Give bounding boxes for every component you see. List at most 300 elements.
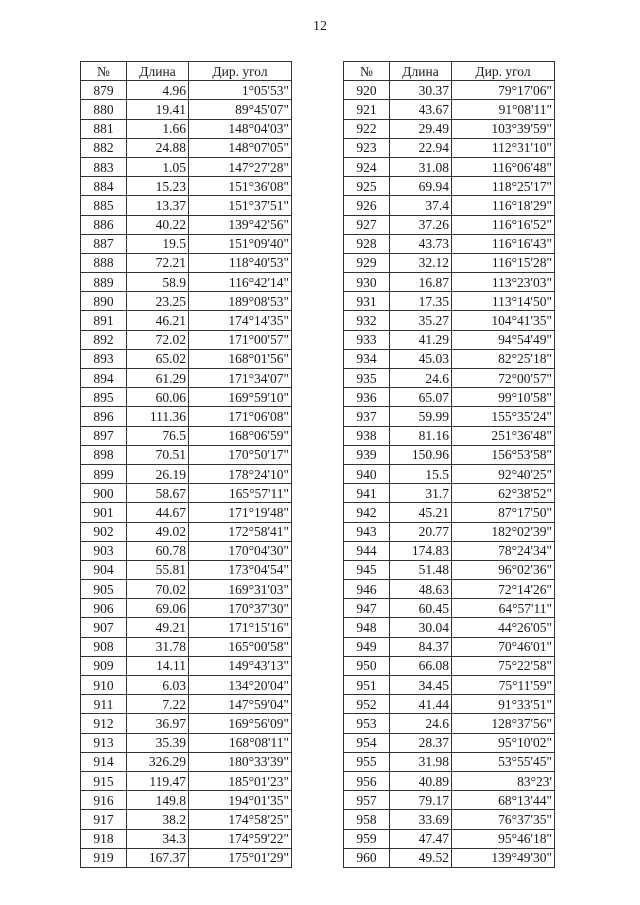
cell-number: 892 <box>81 330 127 349</box>
cell-direction-angle: 128°37'56" <box>452 714 555 733</box>
cell-direction-angle: 178°24'10" <box>189 464 292 483</box>
cell-length: 34.45 <box>390 676 452 695</box>
cell-length: 15.23 <box>127 177 189 196</box>
cell-number: 890 <box>81 292 127 311</box>
table-row <box>344 369 555 388</box>
cell-length: 65.07 <box>390 388 452 407</box>
cell-direction-angle: 87°17'50" <box>452 503 555 522</box>
cell-number: 945 <box>344 560 390 579</box>
cell-number: 887 <box>81 234 127 253</box>
cell-number: 960 <box>344 848 390 867</box>
cell-number: 921 <box>344 100 390 119</box>
cell-number: 879 <box>81 81 127 100</box>
table-row <box>344 752 555 771</box>
cell-number: 937 <box>344 407 390 426</box>
cell-number: 930 <box>344 273 390 292</box>
table-row <box>344 637 555 656</box>
cell-number: 939 <box>344 445 390 464</box>
cell-number: 935 <box>344 369 390 388</box>
cell-direction-angle: 174°14'35" <box>189 311 292 330</box>
table-row <box>344 560 555 579</box>
cell-number: 959 <box>344 829 390 848</box>
table-row <box>344 273 555 292</box>
cell-length: 26.19 <box>127 464 189 483</box>
cell-length: 22.94 <box>390 138 452 157</box>
cell-number: 924 <box>344 157 390 176</box>
cell-direction-angle: 171°00'57" <box>189 330 292 349</box>
cell-number: 882 <box>81 138 127 157</box>
cell-direction-angle: 70°46'01" <box>452 637 555 656</box>
table-row <box>81 829 292 848</box>
cell-direction-angle: 64°57'11" <box>452 599 555 618</box>
cell-length: 58.67 <box>127 484 189 503</box>
table-row <box>344 656 555 675</box>
column-header-direction-angle: Дир. угол <box>452 62 555 81</box>
table-row <box>81 119 292 138</box>
cell-direction-angle: 171°19'48" <box>189 503 292 522</box>
cell-length: 65.02 <box>127 349 189 368</box>
cell-number: 928 <box>344 234 390 253</box>
table-row <box>344 848 555 867</box>
cell-length: 17.35 <box>390 292 452 311</box>
cell-direction-angle: 92°40'25" <box>452 464 555 483</box>
cell-length: 40.89 <box>390 771 452 790</box>
cell-number: 934 <box>344 349 390 368</box>
cell-length: 69.06 <box>127 599 189 618</box>
table-row <box>81 771 292 790</box>
cell-number: 933 <box>344 330 390 349</box>
cell-length: 79.17 <box>390 791 452 810</box>
table-row <box>344 771 555 790</box>
table-row <box>81 177 292 196</box>
table-row <box>344 791 555 810</box>
table-row <box>81 695 292 714</box>
column-header-direction-angle: Дир. угол <box>189 62 292 81</box>
cell-length: 40.22 <box>127 215 189 234</box>
cell-direction-angle: 118°40'53" <box>189 253 292 272</box>
cell-direction-angle: 147°59'04" <box>189 695 292 714</box>
cell-number: 916 <box>81 791 127 810</box>
column-header-length: Длина <box>127 62 189 81</box>
cell-number: 950 <box>344 656 390 675</box>
cell-direction-angle: 118°25'17" <box>452 177 555 196</box>
cell-number: 955 <box>344 752 390 771</box>
cell-length: 33.69 <box>390 810 452 829</box>
cell-direction-angle: 75°22'58" <box>452 656 555 675</box>
cell-number: 920 <box>344 81 390 100</box>
cell-length: 48.63 <box>390 580 452 599</box>
cell-direction-angle: 83°23' <box>452 771 555 790</box>
cell-number: 914 <box>81 752 127 771</box>
cell-length: 19.5 <box>127 234 189 253</box>
cell-length: 60.06 <box>127 388 189 407</box>
cell-direction-angle: 165°57'11" <box>189 484 292 503</box>
cell-length: 15.5 <box>390 464 452 483</box>
cell-direction-angle: 182°02'39" <box>452 522 555 541</box>
cell-length: 13.37 <box>127 196 189 215</box>
cell-number: 913 <box>81 733 127 752</box>
table-row <box>344 599 555 618</box>
table-row <box>344 119 555 138</box>
cell-number: 883 <box>81 157 127 176</box>
table-row <box>81 599 292 618</box>
cell-number: 910 <box>81 676 127 695</box>
cell-number: 897 <box>81 426 127 445</box>
cell-number: 931 <box>344 292 390 311</box>
table-row <box>81 407 292 426</box>
cell-number: 951 <box>344 676 390 695</box>
cell-number: 899 <box>81 464 127 483</box>
cell-direction-angle: 169°56'09" <box>189 714 292 733</box>
cell-number: 905 <box>81 580 127 599</box>
table-row <box>81 388 292 407</box>
table-header-row <box>344 62 555 81</box>
cell-number: 949 <box>344 637 390 656</box>
cell-length: 72.02 <box>127 330 189 349</box>
cell-direction-angle: 168°06'59" <box>189 426 292 445</box>
cell-direction-angle: 116°06'48" <box>452 157 555 176</box>
cell-number: 906 <box>81 599 127 618</box>
cell-direction-angle: 116°16'43" <box>452 234 555 253</box>
cell-direction-angle: 169°59'10" <box>189 388 292 407</box>
cell-direction-angle: 171°34'07" <box>189 369 292 388</box>
cell-number: 880 <box>81 100 127 119</box>
column-header-length: Длина <box>390 62 452 81</box>
table-row <box>344 541 555 560</box>
cell-number: 943 <box>344 522 390 541</box>
cell-direction-angle: 82°25'18" <box>452 349 555 368</box>
table-row <box>344 618 555 637</box>
table-row <box>81 522 292 541</box>
table-row <box>81 426 292 445</box>
table-row <box>81 196 292 215</box>
cell-direction-angle: 89°45'07" <box>189 100 292 119</box>
cell-length: 45.21 <box>390 503 452 522</box>
cell-number: 946 <box>344 580 390 599</box>
table-row <box>344 714 555 733</box>
cell-direction-angle: 172°58'41" <box>189 522 292 541</box>
cell-length: 41.29 <box>390 330 452 349</box>
cell-number: 911 <box>81 695 127 714</box>
cell-length: 61.29 <box>127 369 189 388</box>
cell-direction-angle: 95°10'02" <box>452 733 555 752</box>
cell-number: 917 <box>81 810 127 829</box>
table-row <box>81 752 292 771</box>
cell-direction-angle: 116°18'29" <box>452 196 555 215</box>
cell-length: 43.67 <box>390 100 452 119</box>
cell-direction-angle: 170°50'17" <box>189 445 292 464</box>
table-row <box>344 733 555 752</box>
cell-number: 958 <box>344 810 390 829</box>
table-row <box>344 177 555 196</box>
table-body <box>81 81 292 868</box>
table-row <box>344 522 555 541</box>
cell-direction-angle: 99°10'58" <box>452 388 555 407</box>
cell-length: 70.02 <box>127 580 189 599</box>
cell-length: 149.8 <box>127 791 189 810</box>
cell-length: 35.27 <box>390 311 452 330</box>
cell-number: 885 <box>81 196 127 215</box>
cell-number: 926 <box>344 196 390 215</box>
cell-length: 47.47 <box>390 829 452 848</box>
table-row <box>81 215 292 234</box>
cell-number: 902 <box>81 522 127 541</box>
cell-direction-angle: 104°41'35" <box>452 311 555 330</box>
cell-number: 927 <box>344 215 390 234</box>
table-row <box>81 637 292 656</box>
cell-length: 1.05 <box>127 157 189 176</box>
cell-number: 932 <box>344 311 390 330</box>
table-row <box>344 196 555 215</box>
cell-length: 174.83 <box>390 541 452 560</box>
cell-direction-angle: 185°01'23" <box>189 771 292 790</box>
table-row <box>81 503 292 522</box>
cell-direction-angle: 44°26'05" <box>452 618 555 637</box>
cell-direction-angle: 116°15'28" <box>452 253 555 272</box>
cell-number: 903 <box>81 541 127 560</box>
cell-direction-angle: 112°31'10" <box>452 138 555 157</box>
table-header-row <box>81 62 292 81</box>
cell-number: 952 <box>344 695 390 714</box>
cell-length: 72.21 <box>127 253 189 272</box>
cell-number: 900 <box>81 484 127 503</box>
cell-length: 167.37 <box>127 848 189 867</box>
cell-number: 888 <box>81 253 127 272</box>
cell-direction-angle: 180°33'39" <box>189 752 292 771</box>
cell-direction-angle: 156°53'58" <box>452 445 555 464</box>
cell-number: 929 <box>344 253 390 272</box>
cell-length: 6.03 <box>127 676 189 695</box>
cell-length: 31.08 <box>390 157 452 176</box>
table-row <box>81 369 292 388</box>
cell-direction-angle: 170°04'30" <box>189 541 292 560</box>
cell-direction-angle: 95°46'18" <box>452 829 555 848</box>
cell-direction-angle: 165°00'58" <box>189 637 292 656</box>
table-row <box>344 234 555 253</box>
cell-direction-angle: 175°01'29" <box>189 848 292 867</box>
cell-length: 36.97 <box>127 714 189 733</box>
cell-length: 37.4 <box>390 196 452 215</box>
cell-number: 909 <box>81 656 127 675</box>
cell-length: 326.29 <box>127 752 189 771</box>
cell-direction-angle: 1°05'53" <box>189 81 292 100</box>
cell-length: 14.11 <box>127 656 189 675</box>
cell-length: 43.73 <box>390 234 452 253</box>
cell-number: 889 <box>81 273 127 292</box>
table-row <box>344 349 555 368</box>
cell-number: 948 <box>344 618 390 637</box>
cell-length: 16.87 <box>390 273 452 292</box>
cell-length: 111.36 <box>127 407 189 426</box>
cell-direction-angle: 251°36'48" <box>452 426 555 445</box>
cell-number: 884 <box>81 177 127 196</box>
table-row <box>81 791 292 810</box>
table-row <box>344 676 555 695</box>
cell-length: 31.78 <box>127 637 189 656</box>
cell-direction-angle: 173°04'54" <box>189 560 292 579</box>
cell-length: 4.96 <box>127 81 189 100</box>
table-row <box>344 215 555 234</box>
column-header-number: № <box>344 62 390 81</box>
table-row <box>81 484 292 503</box>
table-row <box>81 100 292 119</box>
cell-length: 60.45 <box>390 599 452 618</box>
cell-number: 923 <box>344 138 390 157</box>
cell-number: 894 <box>81 369 127 388</box>
cell-direction-angle: 168°08'11" <box>189 733 292 752</box>
cell-length: 38.2 <box>127 810 189 829</box>
table-row <box>81 714 292 733</box>
cell-direction-angle: 151°37'51" <box>189 196 292 215</box>
cell-direction-angle: 151°36'08" <box>189 177 292 196</box>
cell-number: 936 <box>344 388 390 407</box>
coordinates-table-right <box>343 61 555 868</box>
cell-number: 944 <box>344 541 390 560</box>
cell-length: 34.3 <box>127 829 189 848</box>
table-row <box>81 733 292 752</box>
cell-direction-angle: 171°15'16" <box>189 618 292 637</box>
cell-number: 907 <box>81 618 127 637</box>
cell-length: 30.37 <box>390 81 452 100</box>
cell-length: 59.99 <box>390 407 452 426</box>
cell-direction-angle: 113°14'50" <box>452 292 555 311</box>
table-row <box>344 81 555 100</box>
cell-length: 76.5 <box>127 426 189 445</box>
cell-number: 947 <box>344 599 390 618</box>
table-row <box>344 330 555 349</box>
cell-number: 957 <box>344 791 390 810</box>
cell-direction-angle: 68°13'44" <box>452 791 555 810</box>
cell-number: 898 <box>81 445 127 464</box>
cell-direction-angle: 96°02'36" <box>452 560 555 579</box>
cell-number: 942 <box>344 503 390 522</box>
table-row <box>344 426 555 445</box>
table-row <box>344 407 555 426</box>
cell-length: 29.49 <box>390 119 452 138</box>
table-row <box>81 292 292 311</box>
cell-length: 49.21 <box>127 618 189 637</box>
cell-direction-angle: 170°37'30" <box>189 599 292 618</box>
cell-length: 70.51 <box>127 445 189 464</box>
cell-direction-angle: 79°17'06" <box>452 81 555 100</box>
cell-length: 35.39 <box>127 733 189 752</box>
cell-length: 23.25 <box>127 292 189 311</box>
table-row <box>81 810 292 829</box>
cell-length: 119.47 <box>127 771 189 790</box>
cell-number: 956 <box>344 771 390 790</box>
cell-direction-angle: 103°39'59" <box>452 119 555 138</box>
cell-direction-angle: 76°37'35" <box>452 810 555 829</box>
cell-length: 49.52 <box>390 848 452 867</box>
cell-direction-angle: 62°38'52" <box>452 484 555 503</box>
table-row <box>81 234 292 253</box>
table-row <box>81 848 292 867</box>
cell-number: 896 <box>81 407 127 426</box>
cell-direction-angle: 148°04'03" <box>189 119 292 138</box>
table-body <box>344 81 555 868</box>
table-row <box>344 253 555 272</box>
cell-direction-angle: 189°08'53" <box>189 292 292 311</box>
cell-number: 953 <box>344 714 390 733</box>
cell-direction-angle: 78°24'34" <box>452 541 555 560</box>
cell-number: 940 <box>344 464 390 483</box>
page-number: 12 <box>313 19 327 34</box>
cell-number: 922 <box>344 119 390 138</box>
cell-length: 150.96 <box>390 445 452 464</box>
cell-length: 32.12 <box>390 253 452 272</box>
cell-direction-angle: 91°33'51" <box>452 695 555 714</box>
table-row <box>81 541 292 560</box>
table-row <box>81 81 292 100</box>
cell-length: 19.41 <box>127 100 189 119</box>
column-header-number: № <box>81 62 127 81</box>
cell-length: 41.44 <box>390 695 452 714</box>
cell-number: 881 <box>81 119 127 138</box>
cell-number: 893 <box>81 349 127 368</box>
cell-number: 938 <box>344 426 390 445</box>
cell-length: 28.37 <box>390 733 452 752</box>
table-row <box>344 503 555 522</box>
cell-number: 895 <box>81 388 127 407</box>
cell-direction-angle: 116°42'14" <box>189 273 292 292</box>
cell-number: 915 <box>81 771 127 790</box>
table-row <box>344 100 555 119</box>
cell-direction-angle: 116°16'52" <box>452 215 555 234</box>
table-row <box>81 330 292 349</box>
table-row <box>344 829 555 848</box>
cell-direction-angle: 169°31'03" <box>189 580 292 599</box>
cell-direction-angle: 174°59'22" <box>189 829 292 848</box>
table-row <box>344 445 555 464</box>
table-row <box>81 273 292 292</box>
cell-number: 901 <box>81 503 127 522</box>
table-row <box>81 138 292 157</box>
cell-length: 30.04 <box>390 618 452 637</box>
cell-direction-angle: 113°23'03" <box>452 273 555 292</box>
cell-length: 45.03 <box>390 349 452 368</box>
cell-direction-angle: 53°55'45" <box>452 752 555 771</box>
table-row <box>344 311 555 330</box>
cell-number: 925 <box>344 177 390 196</box>
cell-number: 891 <box>81 311 127 330</box>
cell-direction-angle: 72°14'26" <box>452 580 555 599</box>
cell-direction-angle: 139°49'30" <box>452 848 555 867</box>
table-row <box>344 138 555 157</box>
cell-length: 1.66 <box>127 119 189 138</box>
cell-direction-angle: 174°58'25" <box>189 810 292 829</box>
table-row <box>81 311 292 330</box>
table-row <box>81 349 292 368</box>
table-row <box>81 656 292 675</box>
cell-direction-angle: 151°09'40" <box>189 234 292 253</box>
table-row <box>344 464 555 483</box>
table-row <box>344 695 555 714</box>
table-row <box>81 676 292 695</box>
table-row <box>344 484 555 503</box>
cell-length: 24.6 <box>390 714 452 733</box>
cell-direction-angle: 147°27'28" <box>189 157 292 176</box>
table-row <box>81 618 292 637</box>
cell-direction-angle: 75°11'59" <box>452 676 555 695</box>
cell-direction-angle: 91°08'11" <box>452 100 555 119</box>
cell-length: 31.7 <box>390 484 452 503</box>
cell-length: 7.22 <box>127 695 189 714</box>
table-row <box>344 580 555 599</box>
table-row <box>81 157 292 176</box>
cell-length: 51.48 <box>390 560 452 579</box>
cell-number: 904 <box>81 560 127 579</box>
table-row <box>81 580 292 599</box>
